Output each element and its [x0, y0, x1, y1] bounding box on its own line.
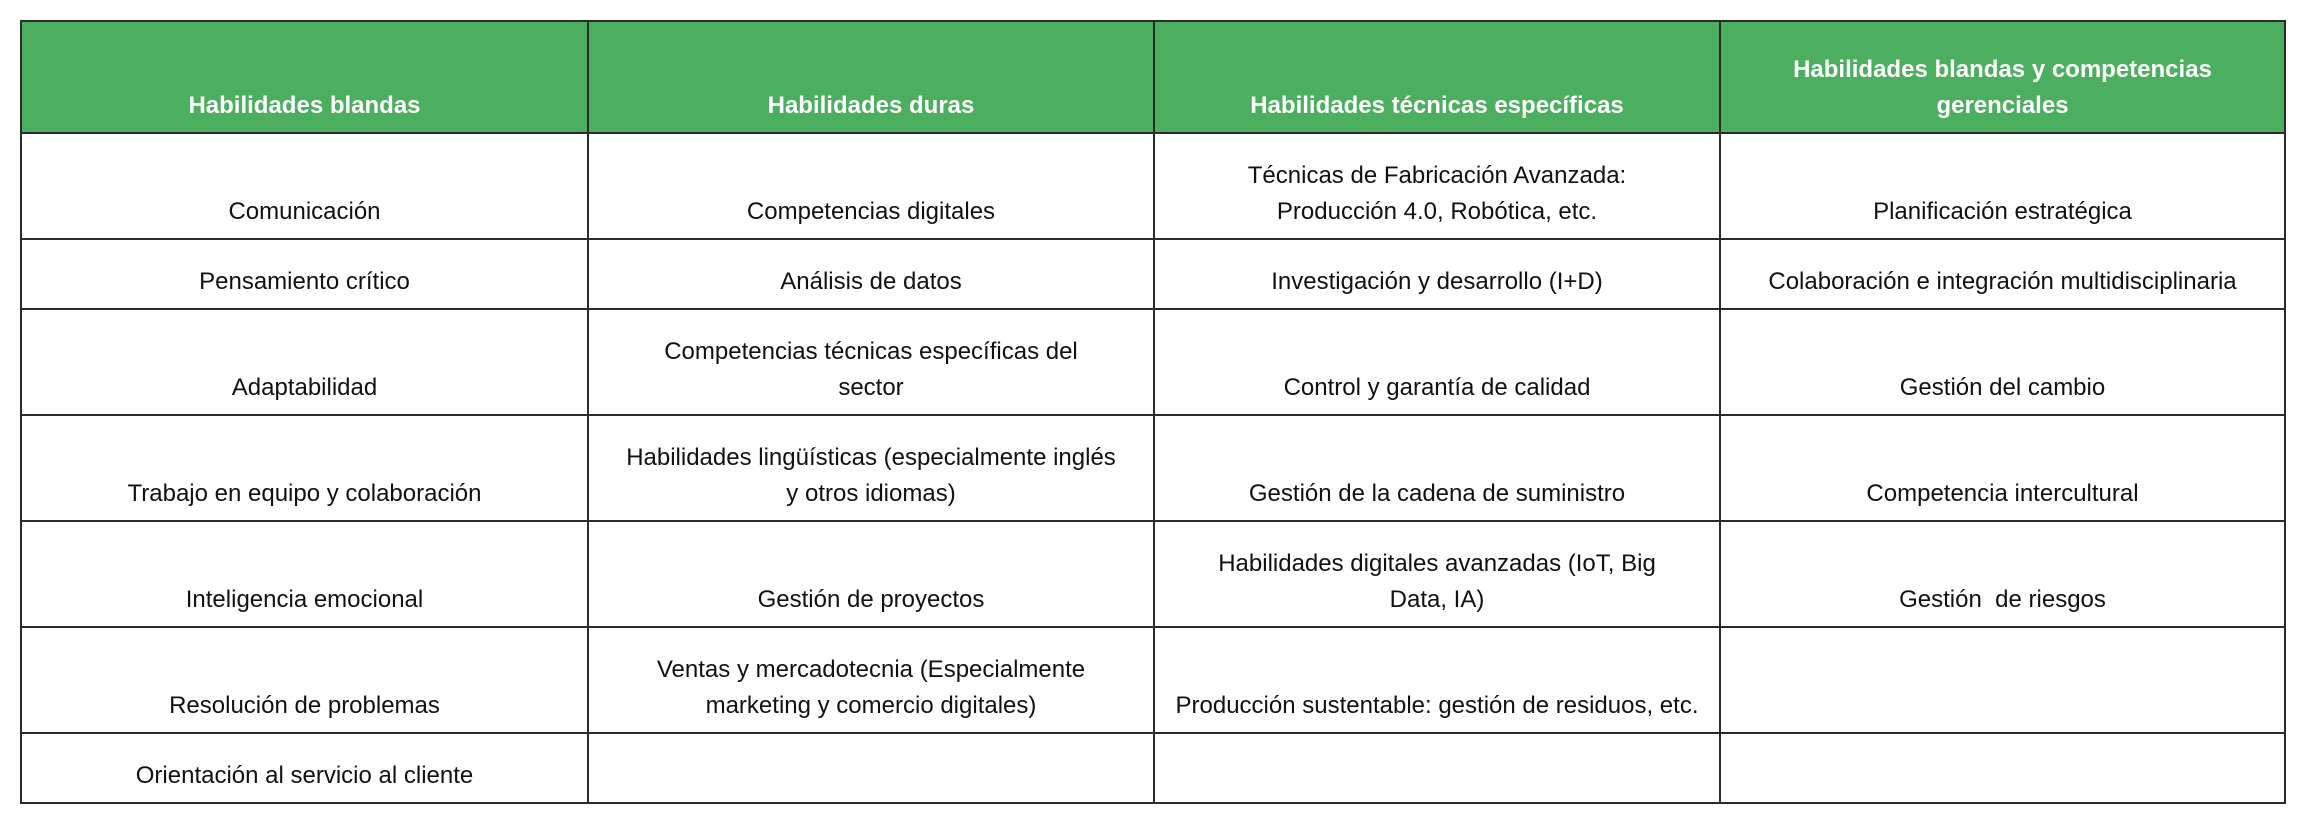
cell-text: Comunicación: [228, 198, 381, 225]
table-row: [21, 133, 2285, 239]
table-cell[interactable]: [588, 521, 1154, 627]
table-cell[interactable]: [588, 239, 1154, 309]
table-cell[interactable]: [1720, 521, 2285, 627]
table-cell[interactable]: [1154, 309, 1720, 415]
table-cell[interactable]: [1154, 133, 1720, 239]
table-cell[interactable]: [588, 627, 1154, 733]
table-cell[interactable]: [21, 627, 588, 733]
table-cell[interactable]: [21, 733, 588, 803]
table-cell[interactable]: [1154, 415, 1720, 521]
table-cell[interactable]: [588, 133, 1154, 239]
header-cell-managerial-skills[interactable]: [1720, 21, 2285, 133]
cell-text: Competencia intercultural: [1866, 480, 2139, 507]
table-cell[interactable]: [21, 309, 588, 415]
table-cell[interactable]: [588, 415, 1154, 521]
skills-table: [20, 20, 2286, 804]
header-cell-soft-skills[interactable]: [21, 21, 588, 133]
cell-text: Resolución de problemas: [169, 692, 440, 719]
cell-text: Análisis de datos: [780, 268, 962, 295]
table-cell[interactable]: [1720, 415, 2285, 521]
spreadsheet-area: [20, 20, 2284, 804]
cell-text: Gestión del cambio: [1899, 374, 2106, 401]
cell-text: Habilidades digitales avanzadas (IoT, Big Data, IA): [1218, 550, 1656, 613]
table-row: [21, 309, 2285, 415]
header-label: Habilidades duras: [767, 92, 975, 119]
cell-text: Investigación y desarrollo (I+D): [1271, 268, 1603, 295]
cell-text: Orientación al servicio al cliente: [135, 762, 474, 789]
cell-text: Control y garantía de calidad: [1283, 374, 1591, 401]
table-cell[interactable]: [588, 309, 1154, 415]
table-cell[interactable]: [1154, 239, 1720, 309]
cell-text: Técnicas de Fabricación Avanzada: Producción 4.0, Robótica, etc.: [1247, 162, 1627, 225]
table-cell[interactable]: [1720, 627, 2285, 733]
cell-text: Inteligencia emocional: [185, 586, 424, 613]
cell-text: Producción sustentable: gestión de residuos, etc.: [1175, 692, 1699, 719]
table-cell[interactable]: [588, 733, 1154, 803]
table-cell[interactable]: [1154, 733, 1720, 803]
cell-text: Competencias digitales: [746, 198, 996, 225]
cell-text: Gestión de la cadena de suministro: [1248, 480, 1626, 507]
cell-text: Ventas y mercadotecnia (Especialmente marketing y comercio digitales): [656, 656, 1086, 719]
cell-text: Competencias técnicas específicas del sector: [664, 338, 1078, 401]
table-cell[interactable]: [1154, 521, 1720, 627]
table-cell[interactable]: [1720, 733, 2285, 803]
header-row: [21, 21, 2285, 133]
table-row: [21, 239, 2285, 309]
header-label: Habilidades técnicas específicas: [1250, 92, 1624, 119]
table-cell[interactable]: [21, 415, 588, 521]
table-cell[interactable]: [1720, 133, 2285, 239]
table-cell[interactable]: [1154, 627, 1720, 733]
cell-text: Colaboración e integración multidisciplinaria: [1768, 268, 2237, 295]
header-cell-technical-skills[interactable]: [1154, 21, 1720, 133]
cell-text: Pensamiento crítico: [199, 268, 410, 295]
header-cell-hard-skills[interactable]: [588, 21, 1154, 133]
header-label: Habilidades blandas: [188, 92, 421, 119]
table-cell[interactable]: [1720, 239, 2285, 309]
table-row: [21, 415, 2285, 521]
cell-text: Adaptabilidad: [231, 374, 378, 401]
table-cell[interactable]: [1720, 309, 2285, 415]
table-cell[interactable]: [21, 133, 588, 239]
table-row: [21, 627, 2285, 733]
cell-text: Gestión de riesgos: [1899, 586, 2106, 613]
table-cell[interactable]: [21, 239, 588, 309]
table-cell[interactable]: [21, 521, 588, 627]
cell-text: Planificación estratégica: [1873, 198, 2132, 225]
table-row: [21, 733, 2285, 803]
cell-text: Gestión de proyectos: [757, 586, 985, 613]
table-row: [21, 521, 2285, 627]
header-label: Habilidades blandas y competencias gerenciales: [1793, 56, 2212, 119]
cell-text: Habilidades lingüísticas (especialmente inglés y otros idiomas): [626, 444, 1116, 507]
cell-text: Trabajo en equipo y colaboración: [127, 480, 482, 507]
